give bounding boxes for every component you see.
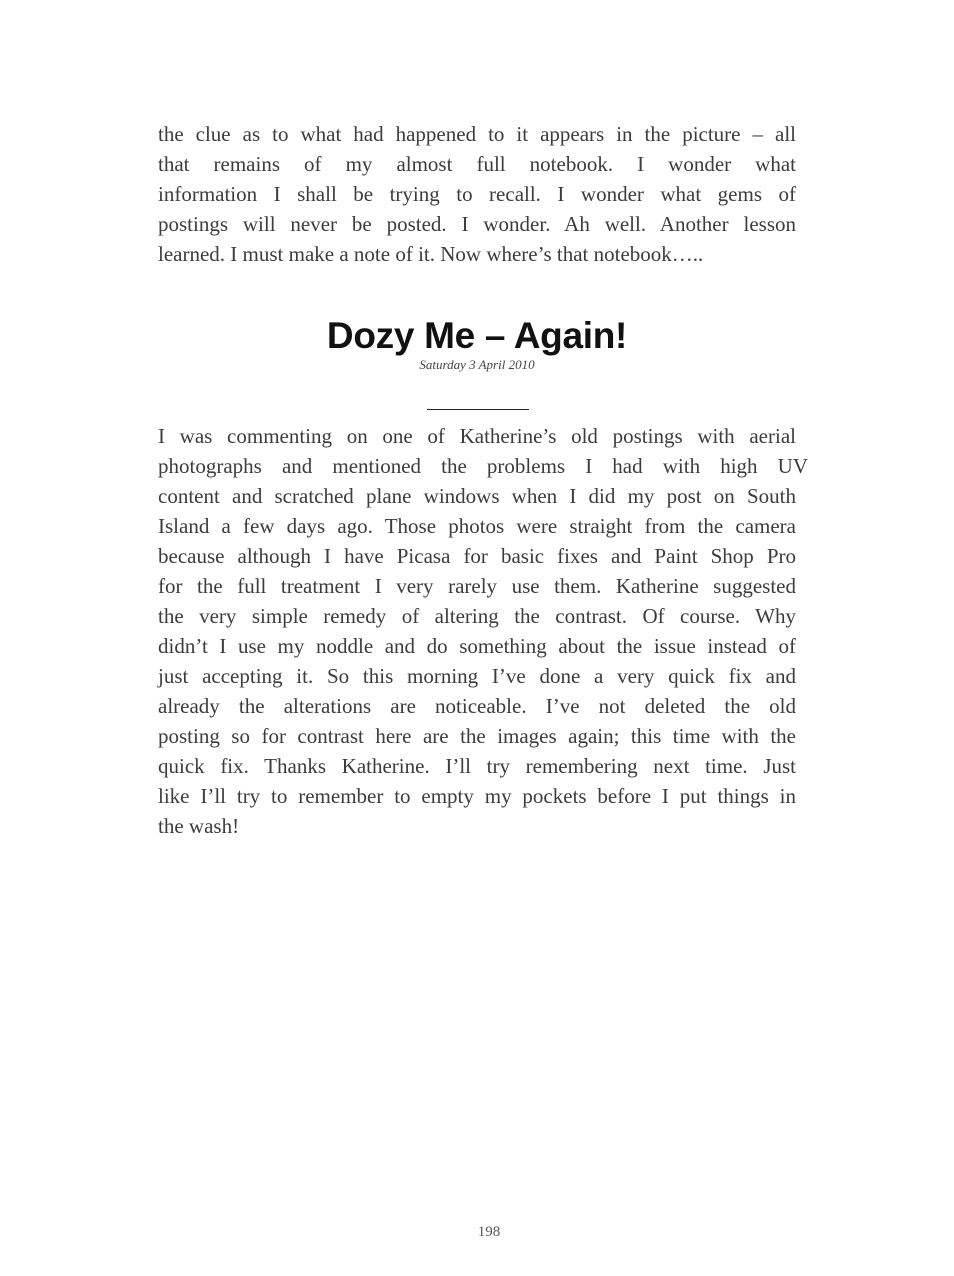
page-number: 198 xyxy=(477,1224,501,1240)
body-line: just accepting it. So this morning I’ve done a very quick fix and xyxy=(158,664,796,688)
post-body xyxy=(158,421,808,841)
intro-line: the clue as to what had happened to it appears in the picture – all xyxy=(158,122,796,146)
body-line: for the full treatment I very rarely use them. Katherine suggested xyxy=(158,574,796,598)
body-line: Island a few days ago. Those photos were straight from the camera xyxy=(158,514,796,538)
body-line: already the alterations are noticeable. I’ve not deleted the old xyxy=(158,694,796,718)
body-line: because although I have Picasa for basic fixes and Paint Shop Pro xyxy=(158,544,796,568)
body-line: posting so for contrast here are the images again; this time with the xyxy=(158,724,796,748)
body-line: the wash! xyxy=(158,814,240,838)
body-line: quick fix. Thanks Katherine. I’ll try remembering next time. Just xyxy=(158,754,796,778)
post-title: Dozy Me – Again! xyxy=(326,315,628,356)
body-line: didn’t I use my noddle and do something about the issue instead of xyxy=(158,634,796,658)
body-line: photographs and mentioned the problems I had with high UV xyxy=(158,454,808,478)
title-divider xyxy=(427,409,529,410)
intro-line: information I shall be trying to recall. I wonder what gems of xyxy=(158,182,796,206)
body-line: like I’ll try to remember to empty my pockets before I put things in xyxy=(158,784,796,808)
intro-line: that remains of my almost full notebook. I wonder what xyxy=(158,152,796,176)
intro-line: postings will never be posted. I wonder. Ah well. Another lesson xyxy=(158,212,796,236)
intro-line: learned. I must make a note of it. Now where’s that notebook….. xyxy=(158,242,704,266)
post-date: Saturday 3 April 2010 xyxy=(419,357,535,372)
body-line: I was commenting on one of Katherine’s old postings with aerial xyxy=(158,424,796,448)
body-line: the very simple remedy of altering the contrast. Of course. Why xyxy=(158,604,796,628)
intro-paragraph xyxy=(158,119,796,269)
body-line: content and scratched plane windows when I did my post on South xyxy=(158,484,796,508)
